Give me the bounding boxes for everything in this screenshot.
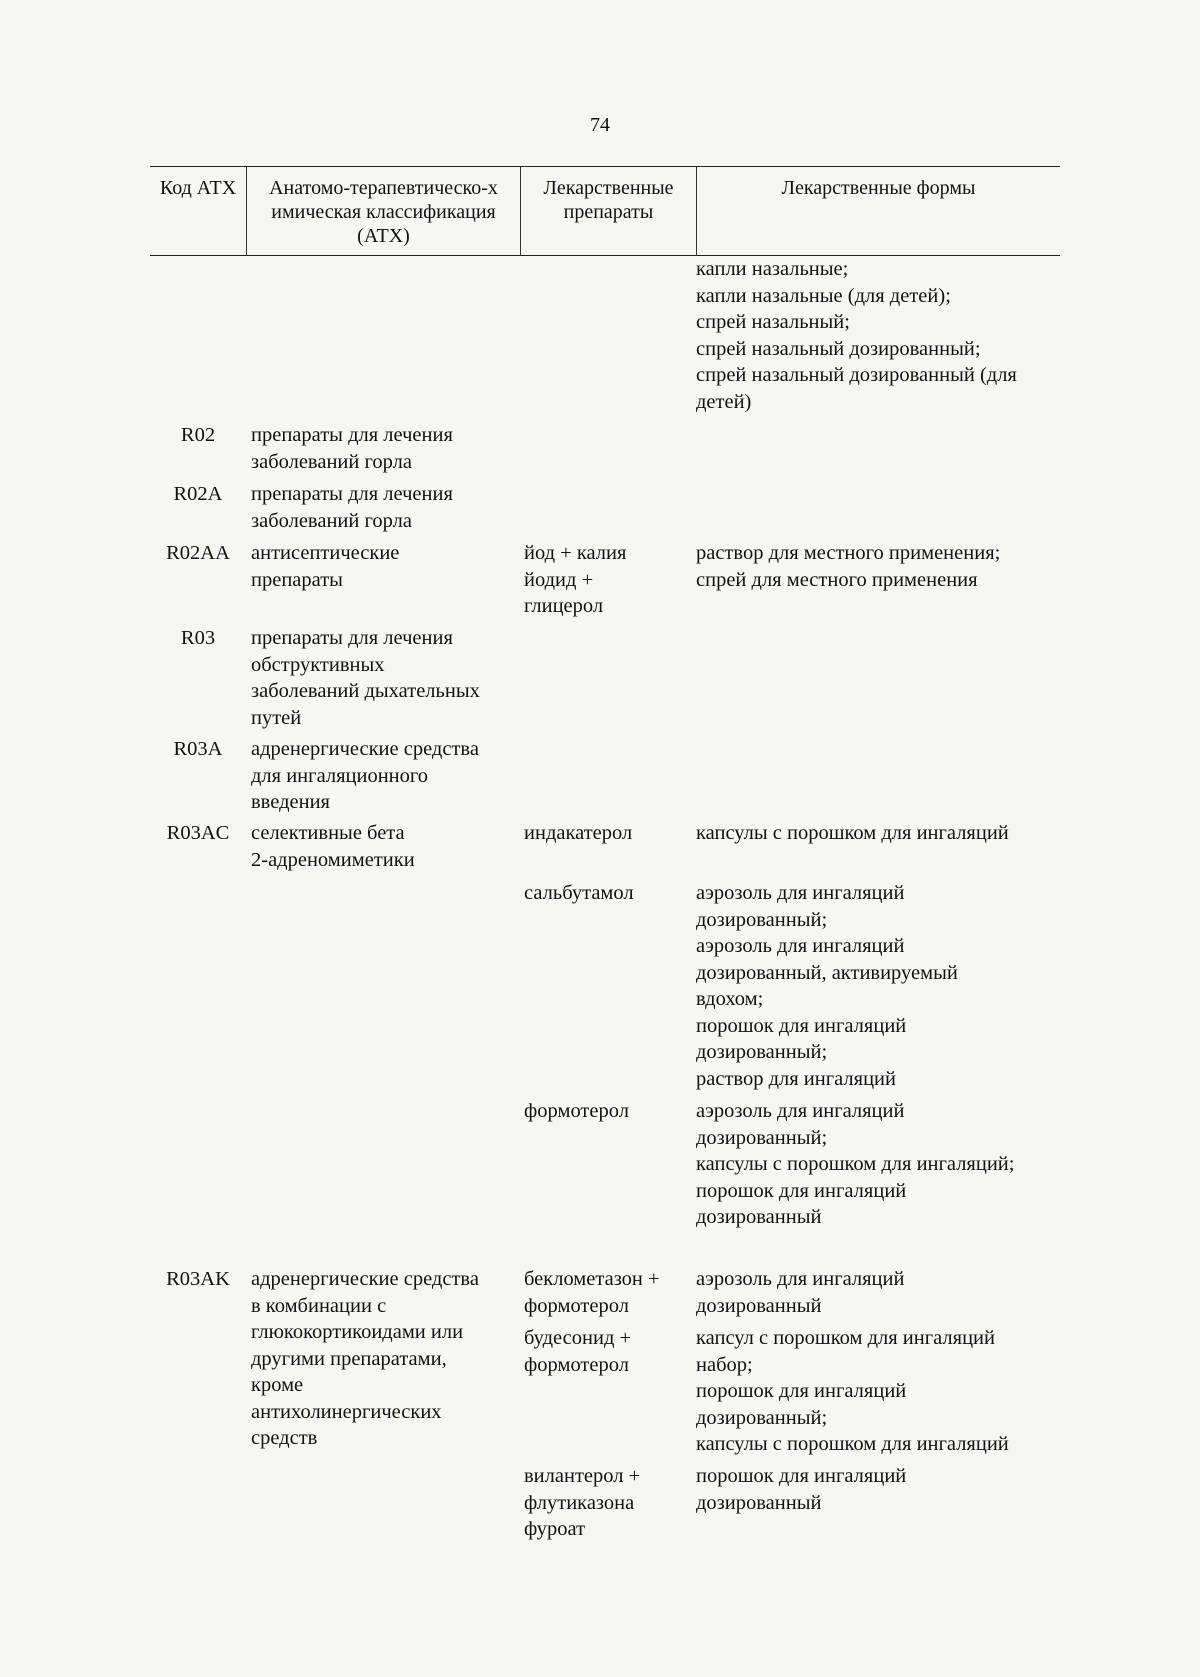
header-code-label: Код АТХ [159, 177, 237, 199]
row-6-drug: индакатерол [524, 822, 633, 844]
header-drugs-label: Лекарственные препараты [543, 177, 674, 223]
row-11-forms: порошок для ингаляций дозированный [696, 1465, 907, 1514]
row-9-forms: аэрозоль для ингаляций дозированный [696, 1268, 905, 1317]
row-9-drug: беклометазон + формотерол [524, 1268, 660, 1317]
row-3-drug: йод + калия йодид + глицерол [524, 542, 627, 617]
row-10-drug: будесонид + формотерол [524, 1327, 632, 1376]
header-forms-label: Лекарственные формы [781, 177, 976, 199]
row-6-forms: капсулы с порошком для ингаляций [696, 822, 1009, 844]
row-3-atc: антисептические препараты [251, 542, 400, 591]
header-atc-label: Анатомо-терапевтическо-х имическая классификация (АТХ) [269, 177, 498, 247]
row-3-code: R02AA [166, 542, 230, 564]
row-11-drug: вилантерол + флутиказона фуроат [524, 1465, 641, 1540]
header-code [150, 167, 246, 255]
table-header [150, 166, 1060, 256]
row-9-code: R03AK [166, 1268, 230, 1290]
page-number: 74 [590, 114, 610, 136]
row-2-atc: препараты для лечения заболеваний горла [251, 483, 453, 532]
row-3-forms: раствор для местного применения; спрей для местного применения [696, 542, 1001, 591]
row-4-code: R03 [180, 627, 216, 649]
row-8-drug: формотерол [524, 1100, 629, 1122]
row-7-drug: сальбутамол [524, 882, 634, 904]
row-5-atc: адренергические средства для ингаляционного введения [251, 738, 479, 813]
row-7-forms: аэрозоль для ингаляций дозированный; аэрозоль для ингаляций дозированный, активируемый вдохом; порошок для ингаляций дозированный; раствор для ингаляций [696, 882, 958, 1090]
row-9-atc: адренергические средства в комбинации с глюкокортикоидами или другими препаратами, кроме антихолинергических средств [251, 1268, 479, 1449]
header-atc [246, 167, 520, 255]
row-4-atc: препараты для лечения обструктивных заболеваний дыхательных путей [251, 627, 480, 729]
row-10-forms: капсул с порошком для ингаляций набор; порошок для ингаляций дозированный; капсулы с порошком для ингаляций [696, 1327, 1009, 1455]
row-2-code: R02A [173, 483, 223, 505]
row-1-code: R02 [180, 424, 216, 446]
row-5-code: R03A [173, 738, 223, 760]
row-6-code: R03AC [166, 822, 230, 844]
header-drugs [520, 167, 696, 255]
row-6-atc: селективные бета 2-адреномиметики [251, 822, 415, 871]
row-1-atc: препараты для лечения заболеваний горла [251, 424, 453, 473]
header-forms [696, 167, 1060, 255]
row-8-forms: аэрозоль для ингаляций дозированный; капсулы с порошком для ингаляций; порошок для ингаляций дозированный [696, 1100, 1015, 1228]
row-0-forms: капли назальные; капли назальные (для детей); спрей назальный; спрей назальный дозированный; спрей назальный дозированный (для детей) [696, 258, 1017, 413]
